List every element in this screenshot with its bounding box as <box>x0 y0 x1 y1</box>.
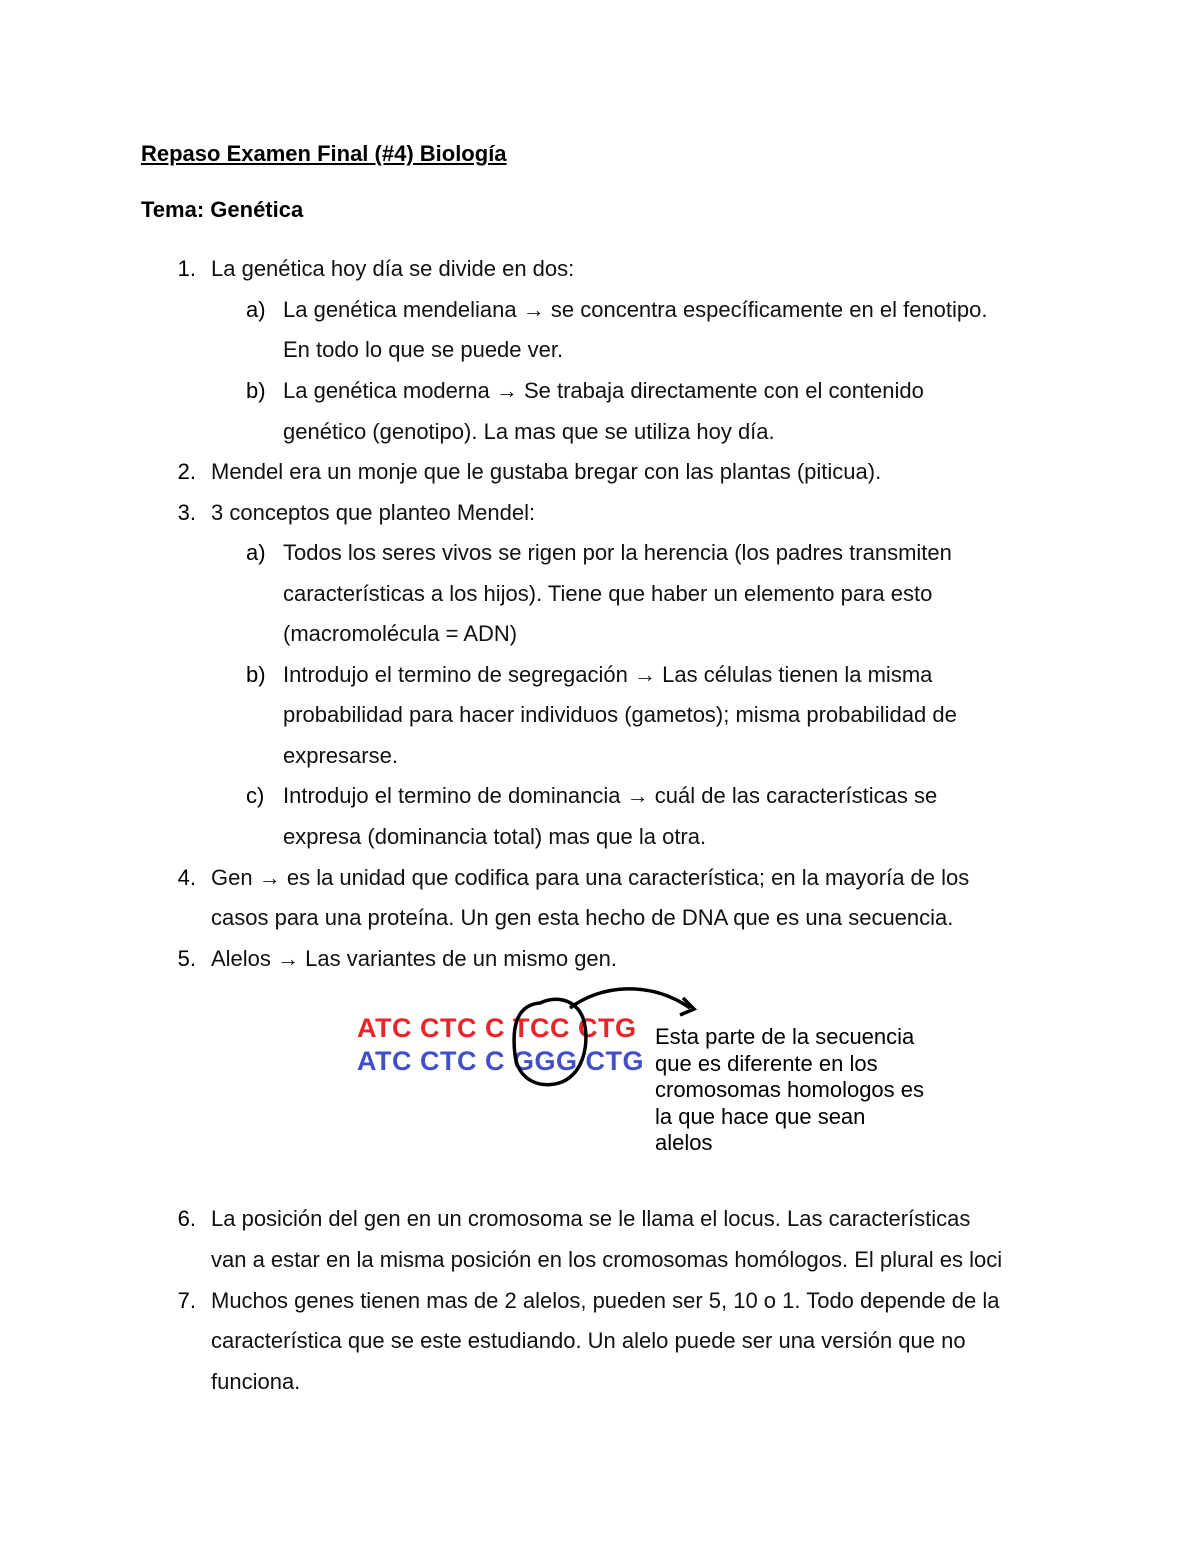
sublist-letter: b) <box>246 662 266 687</box>
text-segment: Introdujo el termino de segregación <box>283 662 628 687</box>
sublist-letter: b) <box>246 378 266 403</box>
arrow-icon: → <box>495 378 518 403</box>
list-number: 2. <box>177 459 196 484</box>
text-segment: Alelos <box>211 946 271 971</box>
text-segment: se concentra específicamente en el fenotipo. <box>550 297 988 322</box>
list-item-text: Muchos genes tienen mas de 2 alelos, pueden ser 5, 10 o 1. Todo depende de la <box>211 1288 1000 1313</box>
sublist-line: probabilidad para hacer individuos (gametos); misma probabilidad de <box>283 702 957 727</box>
list-item-text: La genética hoy día se divide en dos: <box>211 256 575 281</box>
text-segment: Las células tienen la misma <box>662 662 933 687</box>
list-item-text: característica que se este estudiando. Un alelo puede ser una versión que no <box>211 1328 966 1353</box>
list-item-text: van a estar en la misma posición en los cromosomas homólogos. El plural es loci <box>211 1247 1003 1272</box>
sublist-line: En todo lo que se puede ver. <box>283 337 564 362</box>
text-segment: cuál de las características se <box>654 783 938 808</box>
sublist-line: expresa (dominancia total) mas que la otra. <box>283 824 707 849</box>
text-segment: Se trabaja directamente con el contenido <box>523 378 924 403</box>
text-segment: Gen <box>211 865 253 890</box>
dna-sequence-red: ATC CTC C TCC CTG <box>357 1013 637 1043</box>
text-segment: es la unidad que codifica para una característica; en la mayoría de los <box>286 865 970 890</box>
circle-annotation <box>514 999 586 1084</box>
sublist-letter: c) <box>246 783 265 808</box>
list-number: 6. <box>177 1206 196 1231</box>
text-segment: Las variantes de un mismo gen. <box>305 946 618 971</box>
list-number: 7. <box>177 1288 196 1313</box>
list-number: 4. <box>177 865 196 890</box>
text-segment: Introdujo el termino de dominancia <box>283 783 621 808</box>
arrow-icon: → <box>522 297 545 322</box>
list-item-text: funciona. <box>211 1369 301 1394</box>
list-number: 5. <box>177 946 196 971</box>
list-item-text: 3 conceptos que planteo Mendel: <box>211 500 536 525</box>
sublist-letter: a) <box>246 540 266 565</box>
sublist-line: genético (genotipo). La mas que se utiliza hoy día. <box>283 419 775 444</box>
arrow-icon: → <box>634 662 657 687</box>
arrow-icon: → <box>277 946 300 971</box>
dna-sequence-blue: ATC CTC C GGG CTG <box>357 1046 644 1076</box>
text-segment: La genética mendeliana <box>283 297 517 322</box>
text-segment: La genética moderna <box>283 378 490 403</box>
document-title: Repaso Examen Final (#4) Biología <box>141 141 507 166</box>
sublist-line: Todos los seres vivos se rigen por la herencia (los padres transmiten <box>283 540 952 565</box>
list-item-text: Mendel era un monje que le gustaba bregar con las plantas (piticua). <box>211 459 882 484</box>
arrow-icon: → <box>626 783 649 808</box>
list-item-text: casos para una proteína. Un gen esta hecho de DNA que es una secuencia. <box>211 905 954 930</box>
sublist-line: (macromolécula = ADN) <box>283 621 518 646</box>
sublist-letter: a) <box>246 297 266 322</box>
list-item-text: La posición del gen en un cromosoma se le llama el locus. Las características <box>211 1206 971 1231</box>
list-number: 3. <box>177 500 196 525</box>
curved-arrow-line <box>570 989 690 1008</box>
list-number: 1. <box>177 256 196 281</box>
figure-annotation: Esta parte de la secuencia que es diferente en los cromosomas homologos es la que hace que sean alelos <box>655 1024 925 1155</box>
sublist-line: expresarse. <box>283 743 398 768</box>
arrow-icon: → <box>258 865 281 890</box>
sublist-line: características a los hijos). Tiene que haber un elemento para esto <box>283 581 933 606</box>
topic-heading: Tema: Genética <box>141 197 304 222</box>
